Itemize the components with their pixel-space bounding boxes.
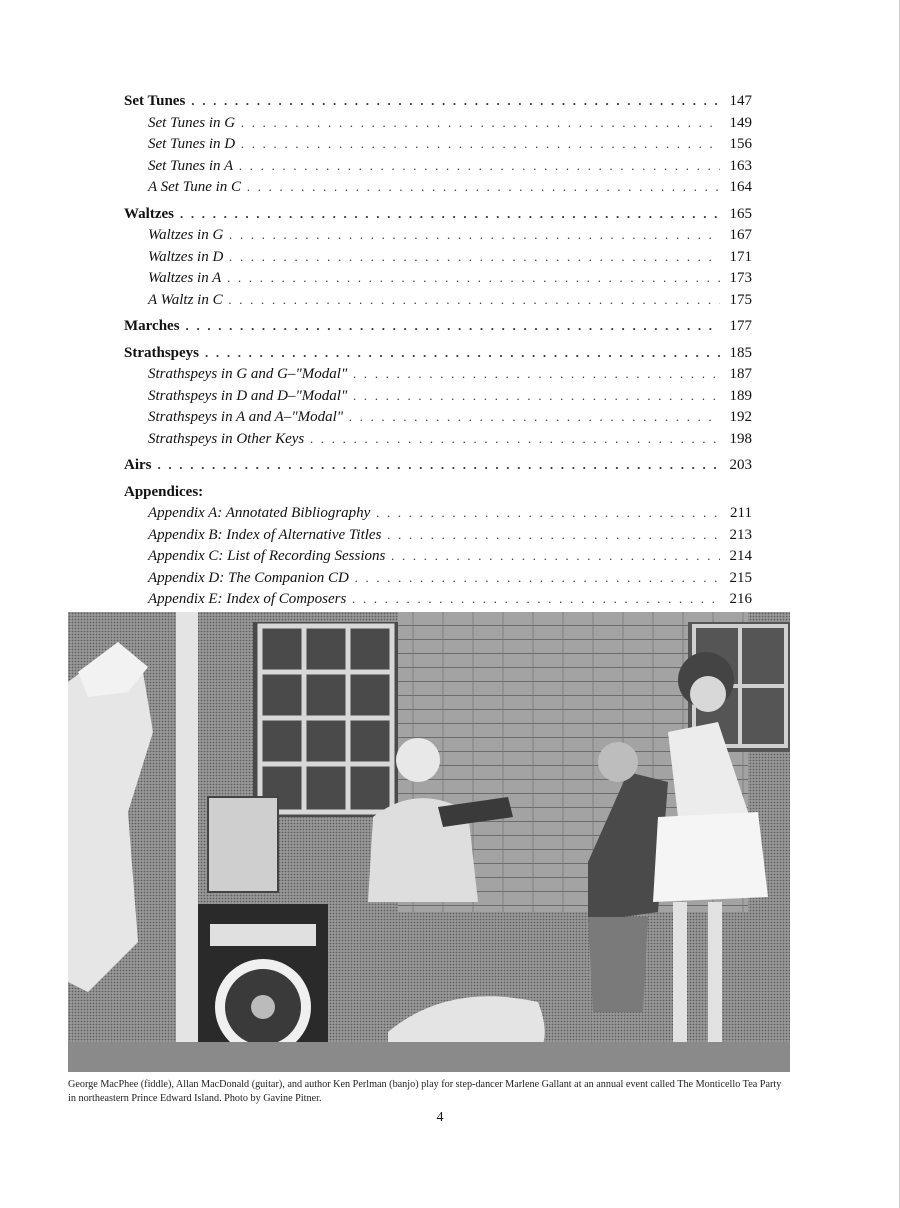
toc-leader-dots — [229, 246, 720, 268]
toc-leader-dots — [353, 363, 720, 385]
toc-leader-dots — [387, 524, 720, 546]
toc-entry-page: 187 — [729, 366, 752, 382]
toc-entry — [124, 176, 752, 198]
toc-leader-dots — [353, 385, 720, 407]
toc-entry — [124, 385, 752, 407]
toc-entry-page: 185 — [729, 344, 752, 361]
toc-entry-title: Strathspeys in A and A–"Modal" — [148, 409, 344, 425]
toc-leader-dots — [227, 267, 720, 289]
toc-entry-page: 203 — [729, 457, 752, 473]
photo — [68, 612, 790, 1072]
toc-leader-dots — [241, 112, 720, 134]
toc-entry-page: 216 — [729, 591, 752, 607]
toc-entry-title: Appendix A: Annotated Bibliography — [148, 505, 371, 521]
toc-entry-title: Appendix B: Index of Alternative Titles — [148, 526, 382, 543]
toc-entry-page: 198 — [729, 430, 752, 447]
toc-leader-dots — [229, 224, 720, 246]
toc-leader-dots — [391, 545, 720, 567]
toc-leader-dots — [239, 155, 720, 177]
toc-entry-page: 211 — [730, 505, 752, 521]
toc-entry-title: Strathspeys in Other Keys — [148, 430, 305, 447]
toc-entry — [124, 454, 752, 476]
toc-entry-title: A Waltz in C — [148, 291, 223, 308]
toc-leader-dots — [241, 133, 720, 155]
toc-entry — [124, 524, 752, 546]
toc-leader-dots — [355, 567, 720, 589]
toc-entry — [124, 315, 752, 337]
toc-entry — [124, 155, 752, 177]
toc-leader-dots — [186, 315, 720, 337]
toc-entry — [124, 545, 752, 567]
toc-entry-page: 164 — [729, 179, 752, 195]
toc-entry-title: Strathspeys — [124, 344, 200, 361]
toc-entry — [124, 112, 752, 134]
toc-entry-title: Airs — [124, 457, 152, 473]
table-of-contents — [124, 90, 752, 610]
toc-leader-dots — [205, 342, 720, 364]
toc-entry — [124, 267, 752, 289]
toc-entry — [124, 588, 752, 610]
toc-entry-title: Set Tunes in G — [148, 114, 236, 131]
toc-entry-title: Appendices: — [124, 483, 204, 500]
toc-entry — [124, 246, 752, 268]
toc-entry — [124, 342, 752, 364]
toc-leader-dots — [158, 454, 721, 476]
toc-entry — [124, 224, 752, 246]
toc-entry-page: 189 — [729, 387, 752, 404]
toc-entry-page: 177 — [729, 318, 752, 334]
toc-entry-title: Set Tunes in D — [148, 136, 236, 152]
toc-leader-dots — [310, 428, 720, 450]
toc-entry — [124, 502, 752, 524]
toc-entry — [124, 90, 752, 112]
toc-entry-title: Appendix D: The Companion CD — [148, 569, 349, 586]
toc-entry — [124, 289, 752, 311]
toc-leader-dots — [191, 90, 720, 112]
toc-entry-page: 156 — [729, 136, 752, 152]
toc-entry — [124, 567, 752, 589]
toc-entry-page: 215 — [729, 569, 752, 586]
toc-entry-page: 165 — [729, 205, 752, 222]
toc-entry-page: 147 — [729, 93, 752, 109]
toc-entry-title: Appendix E: Index of Composers — [148, 591, 347, 607]
musicians-photo — [68, 612, 790, 1072]
toc-entry — [124, 406, 752, 428]
toc-entry-title: Strathspeys in G and G–"Modal" — [148, 366, 348, 382]
toc-entry-title: A Set Tune in C — [148, 179, 242, 195]
toc-entry-title: Set Tunes in A — [148, 157, 234, 174]
toc-leader-dots — [376, 502, 720, 524]
toc-entry-page: 167 — [729, 227, 752, 243]
toc-entry-page: 192 — [729, 409, 752, 425]
toc-entry — [124, 133, 752, 155]
toc-entry-page: 214 — [729, 548, 752, 564]
toc-entry-page: 149 — [729, 114, 752, 131]
toc-entry-title: Strathspeys in D and D–"Modal" — [148, 387, 348, 404]
toc-entry-title: Waltzes — [124, 205, 174, 222]
toc-leader-dots — [229, 289, 720, 311]
toc-entry-title: Appendix C: List of Recording Sessions — [148, 548, 386, 564]
toc-entry — [124, 203, 752, 225]
photo-caption: George MacPhee (fiddle), Allan MacDonald (guitar), and author Ken Perlman (banjo) play for step-dancer Marlene Gallant at an annual event called The Monticello Tea Party in northeastern Prince Edward Island. Photo by Gavine Pitner. — [68, 1079, 782, 1104]
toc-entry-title: Waltzes in A — [148, 270, 222, 286]
toc-entry — [124, 481, 752, 503]
toc-leader-dots — [349, 406, 720, 428]
toc-entry-page: 163 — [729, 157, 752, 174]
toc-entry-page: 213 — [729, 526, 752, 543]
toc-entry-page: 171 — [729, 248, 752, 265]
toc-entry-page: 173 — [729, 270, 752, 286]
toc-leader-dots — [180, 203, 720, 225]
toc-entry-title: Waltzes in D — [148, 248, 224, 265]
toc-entry-title: Set Tunes — [124, 93, 186, 109]
toc-leader-dots — [352, 588, 720, 610]
toc-entry-page: 175 — [729, 291, 752, 308]
page-number: 4 — [436, 1110, 444, 1125]
toc-entry — [124, 428, 752, 450]
toc-entry — [124, 363, 752, 385]
toc-leader-dots — [247, 176, 720, 198]
toc-entry-title: Waltzes in G — [148, 227, 224, 243]
toc-entry-title: Marches — [124, 318, 180, 334]
